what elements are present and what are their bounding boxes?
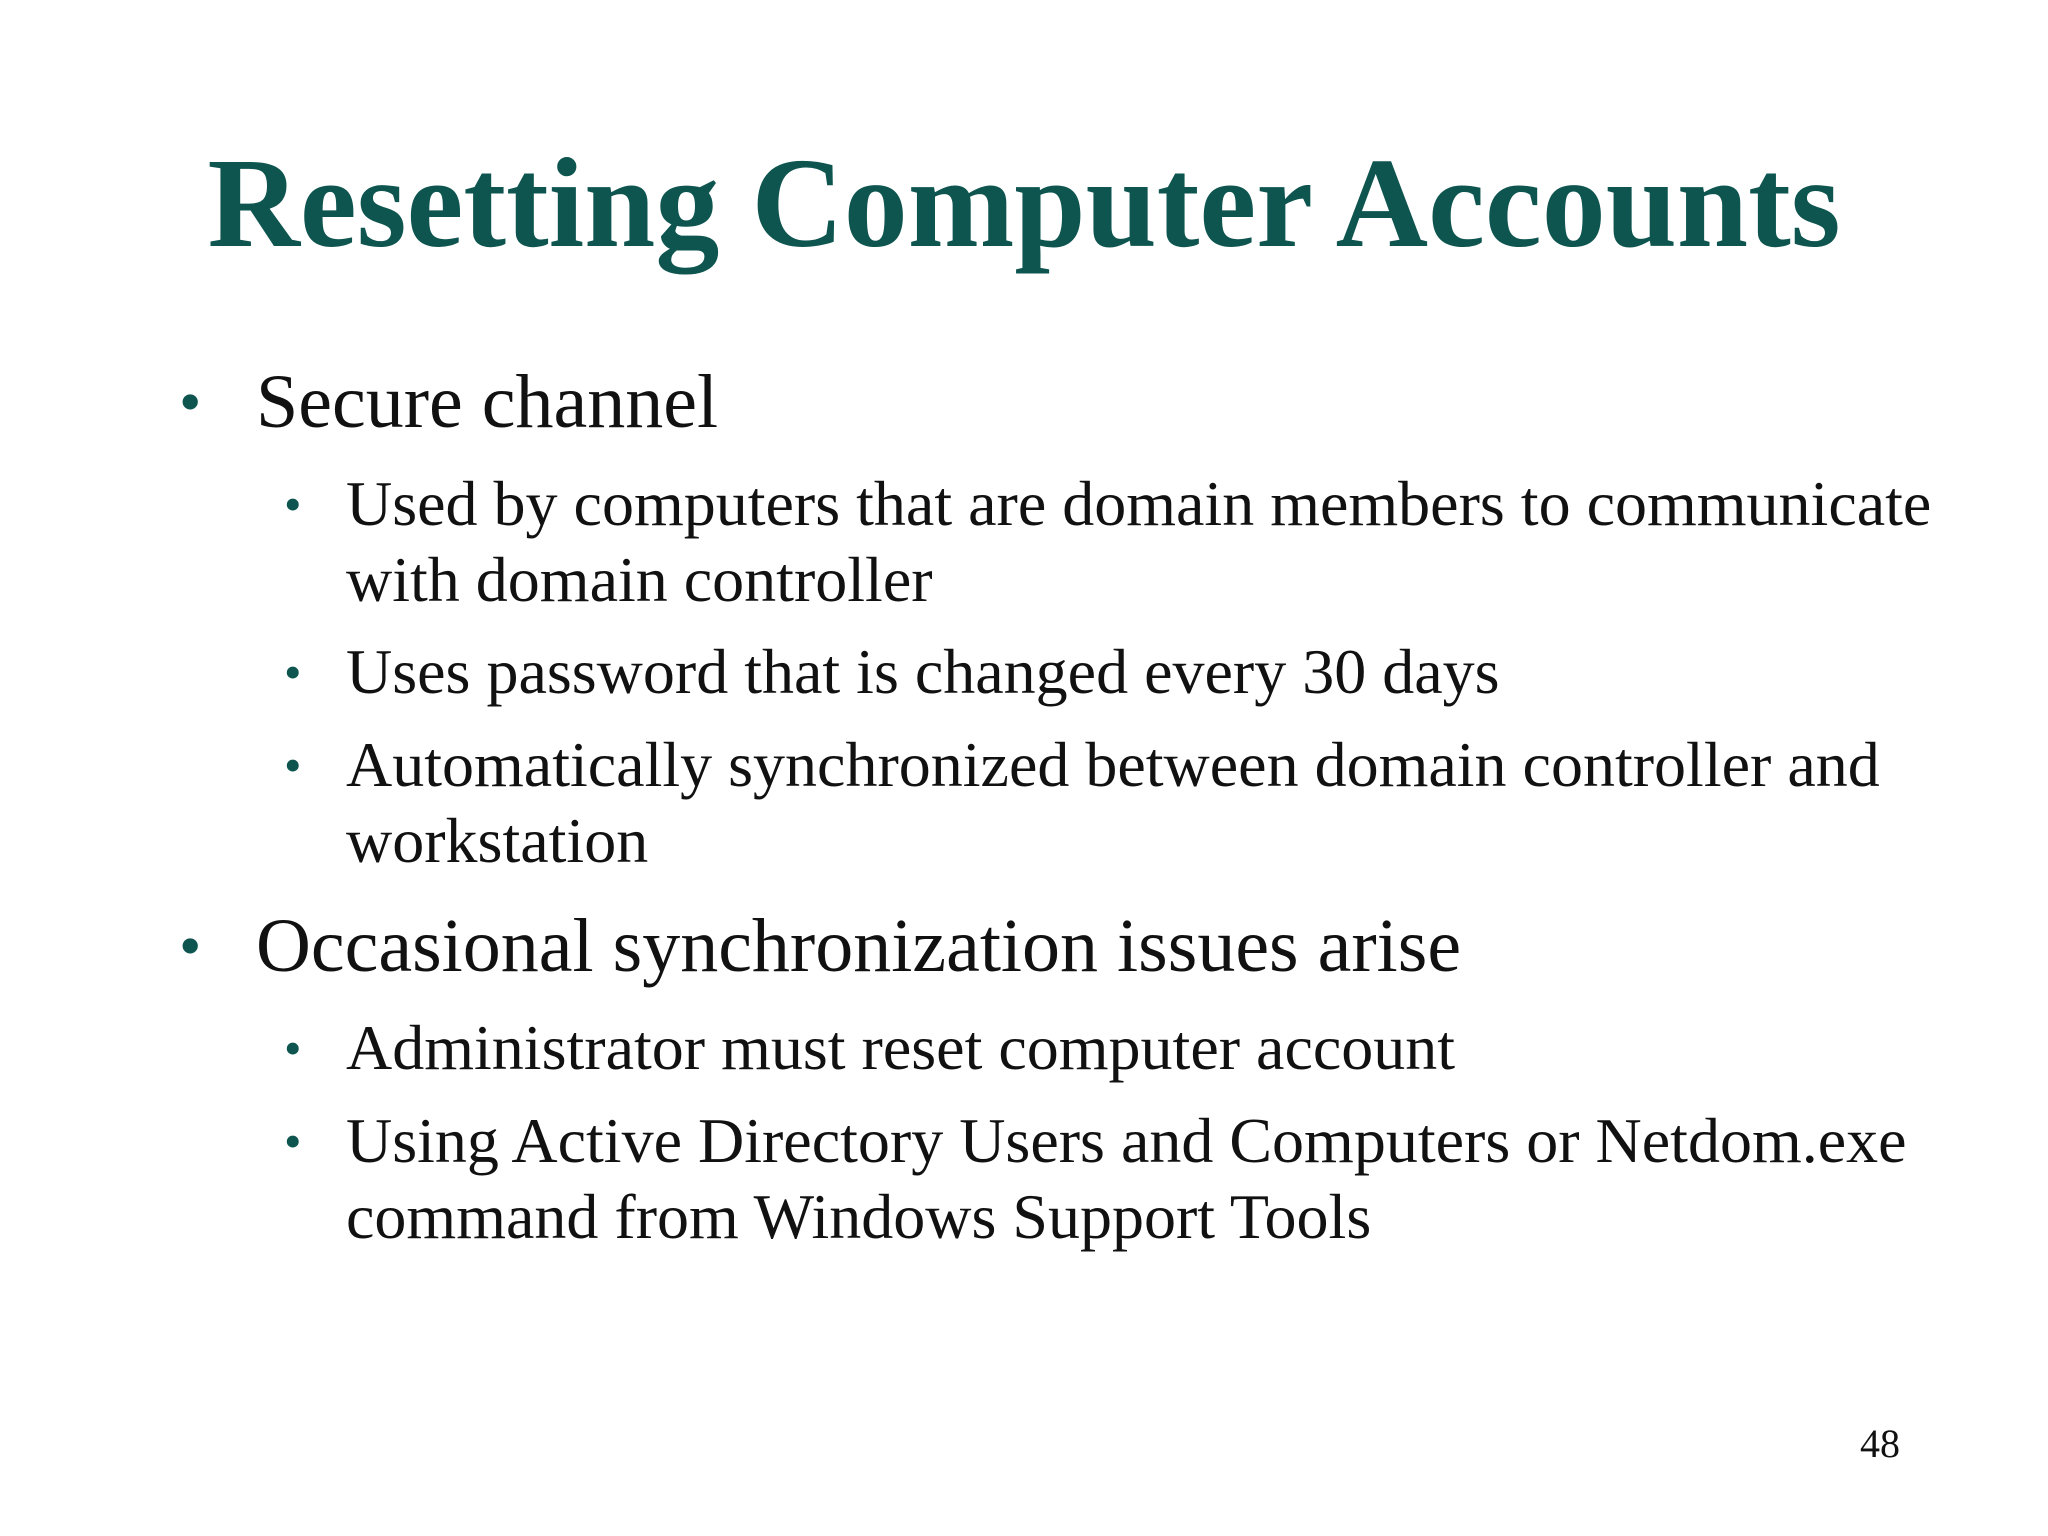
bullet-dot-icon: • bbox=[179, 910, 202, 981]
sub-bullet-automatically-synchronized bbox=[284, 727, 1966, 879]
sub-bullet-dot-icon: • bbox=[284, 644, 302, 700]
slide-title: Resetting Computer Accounts bbox=[207, 132, 1841, 274]
sub-bullet-text: Automatically synchronized between domain controller and workstation bbox=[346, 729, 1880, 876]
sub-bullet-uses-password bbox=[284, 634, 1966, 710]
sub-bullet-text: Using Active Directory Users and Computers or Netdom.exe command from Windows Support Tools bbox=[346, 1105, 1907, 1252]
bullet-text: Secure channel bbox=[256, 360, 719, 444]
sub-bullet-dot-icon: • bbox=[284, 476, 302, 532]
sub-bullet-using-active-directory bbox=[284, 1103, 1966, 1255]
sub-bullet-dot-icon: • bbox=[284, 1113, 302, 1169]
sub-bullet-text: Administrator must reset computer account bbox=[346, 1012, 1456, 1083]
bullet-dot-icon: • bbox=[179, 366, 202, 437]
sub-bullet-administrator-reset bbox=[284, 1010, 1966, 1086]
page-number: 48 bbox=[1860, 1421, 1900, 1466]
sub-bullet-dot-icon: • bbox=[284, 737, 302, 793]
sub-bullet-text: Uses password that is changed every 30 days bbox=[346, 636, 1500, 707]
bullet-secure-channel bbox=[179, 360, 719, 444]
bullet-text: Occasional synchronization issues arise bbox=[256, 904, 1462, 988]
sub-bullet-used-by-computers bbox=[284, 466, 1966, 618]
sub-bullet-text: Used by computers that are domain members to communicate with domain controller bbox=[346, 468, 1932, 615]
bullet-synchronization-issues bbox=[179, 904, 1462, 988]
sub-bullet-dot-icon: • bbox=[284, 1020, 302, 1076]
